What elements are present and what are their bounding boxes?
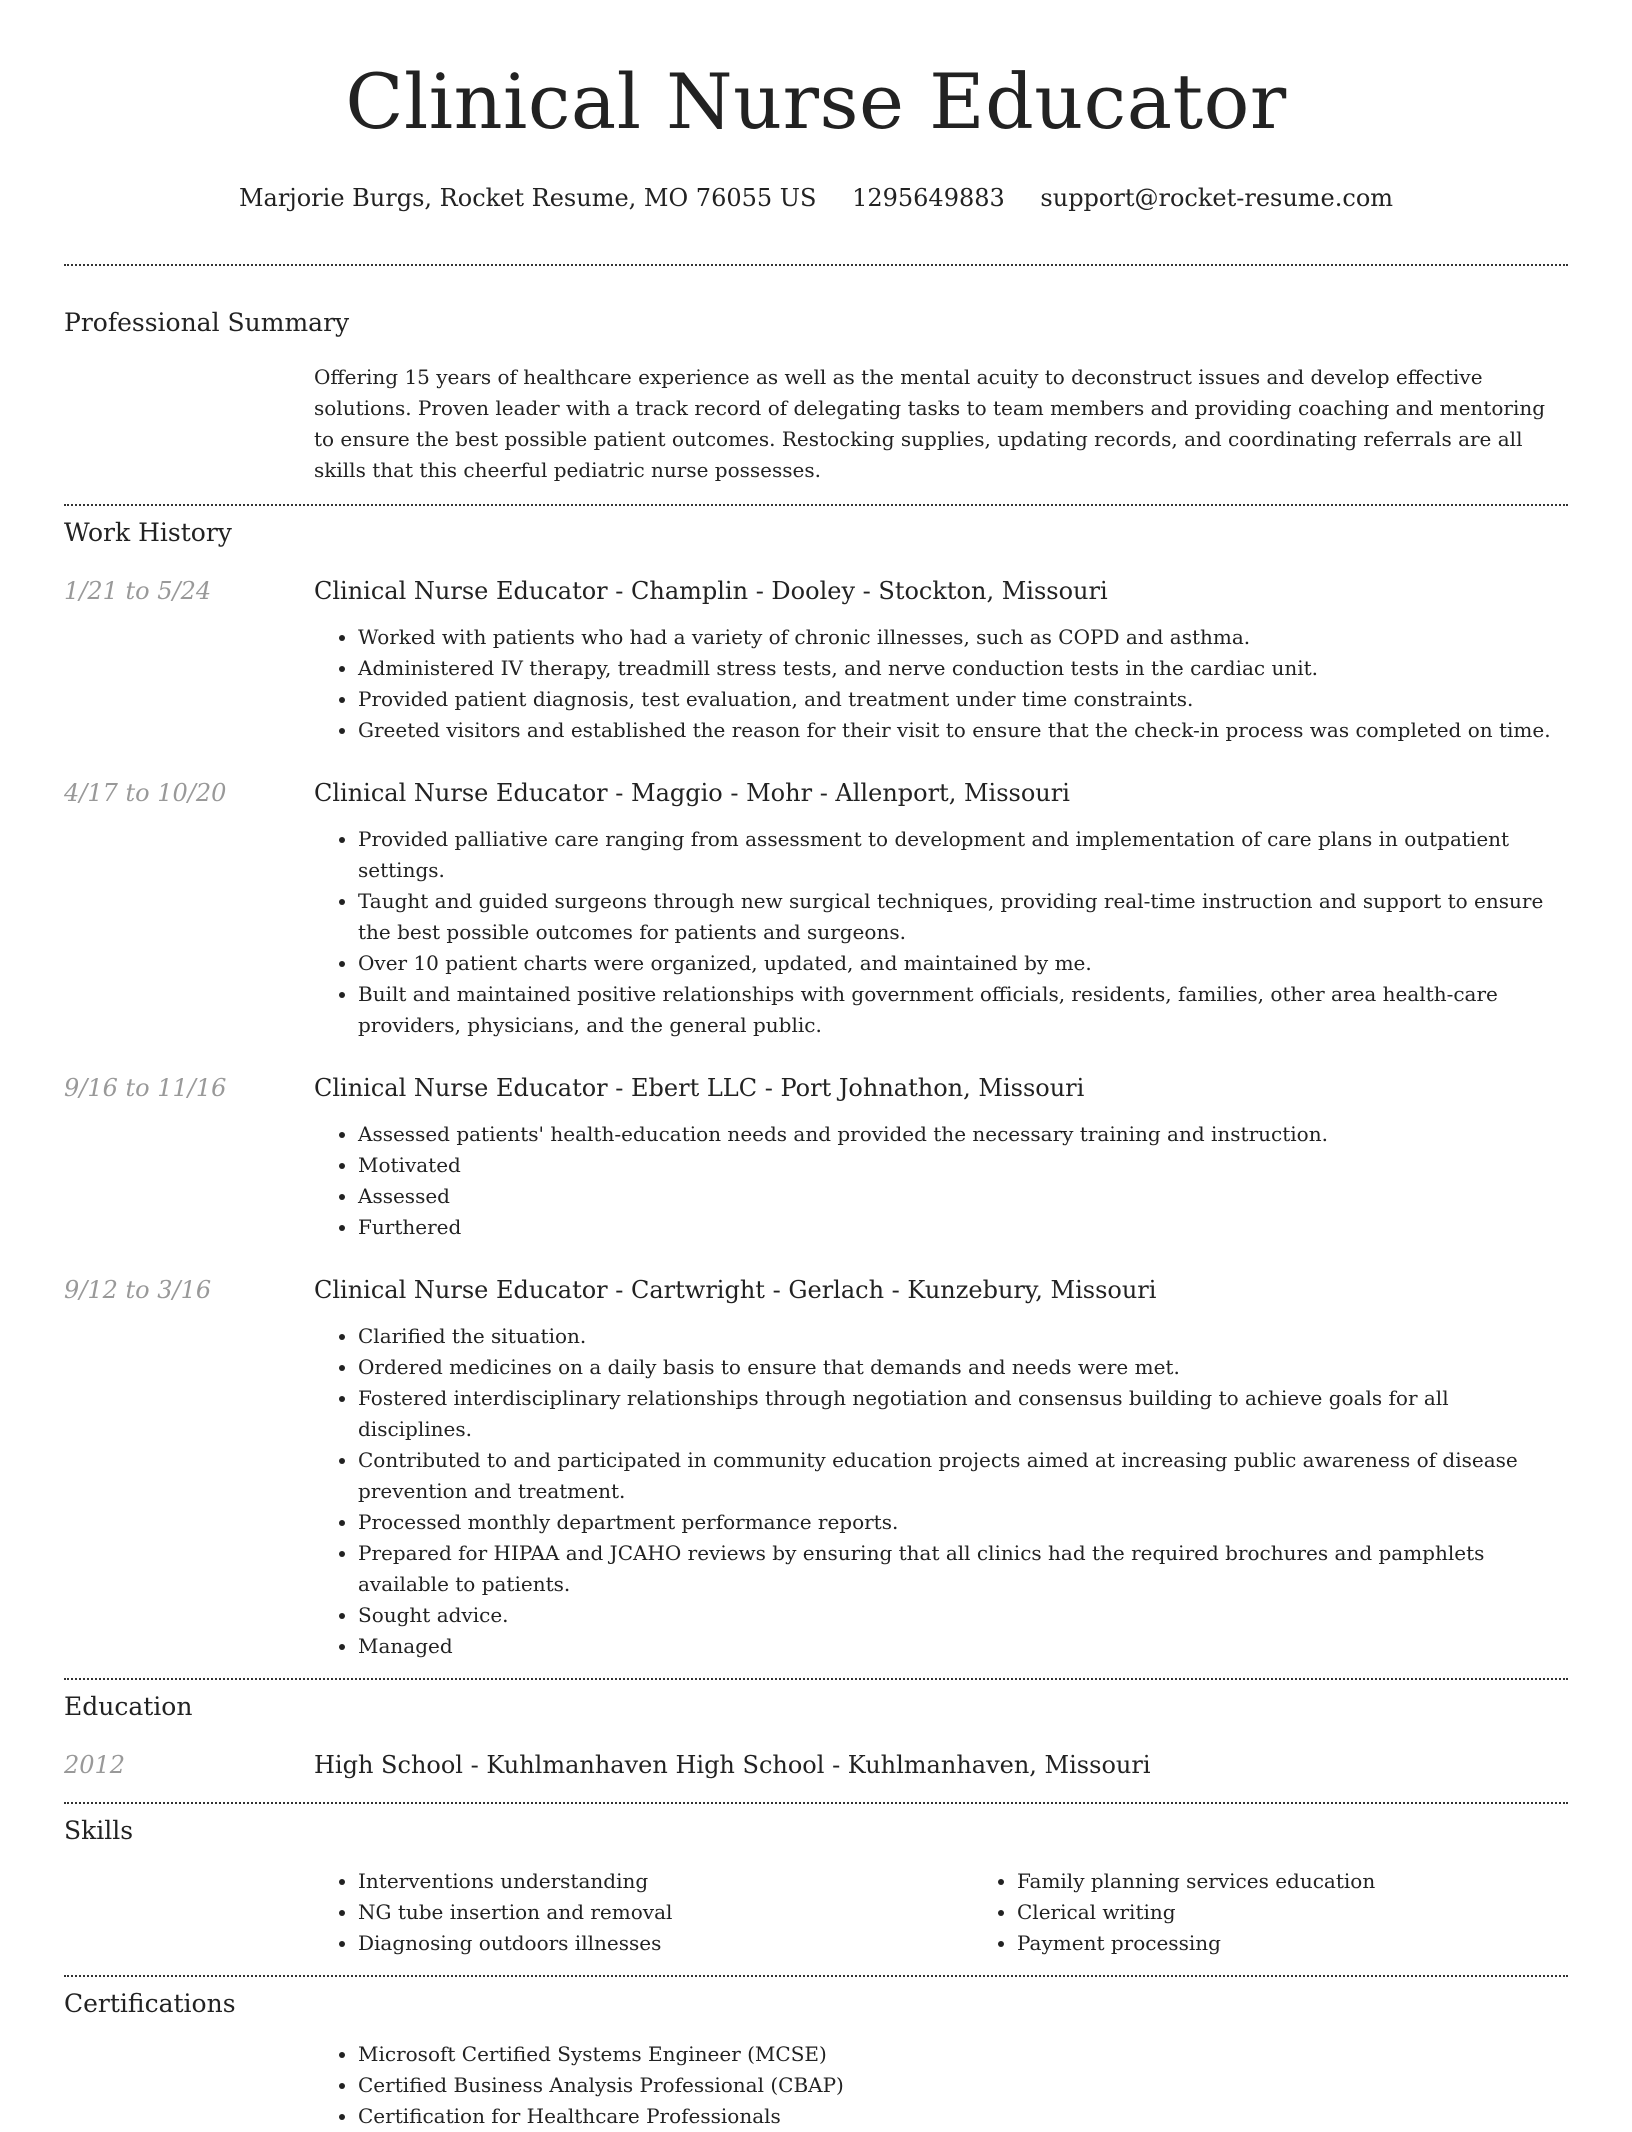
skills-list-left: [314, 1866, 973, 1959]
skills-heading: Skills: [64, 1816, 134, 1845]
job-bullet: • Built and maintained positive relationships with government officials, residents, families, other area health-care providers, physicians, and the general public.: [358, 979, 1568, 1041]
section-divider: [64, 1678, 1568, 1680]
job-dates: 4/17 to 10/20: [64, 779, 227, 807]
skill-item: • Family planning services education: [1017, 1866, 1632, 1897]
job-bullets: [314, 1119, 1568, 1243]
job-bullet: • Motivated: [358, 1150, 1568, 1181]
job-bullet: • Assessed: [358, 1181, 1568, 1212]
skills-list-right: [973, 1866, 1632, 1959]
contact-address: Marjorie Burgs, Rocket Resume, MO 76055 US: [238, 184, 817, 212]
certification-item: • Certified Business Analysis Professional (CBAP): [358, 2070, 1568, 2101]
skills-row: [64, 1866, 1568, 1959]
skill-item: • NG tube insertion and removal: [358, 1897, 973, 1928]
job-bullet: • Worked with patients who had a variety of chronic illnesses, such as COPD and asthma.: [358, 622, 1568, 653]
job-bullet: • Assessed patients' health-education needs and provided the necessary training and instruction.: [358, 1119, 1568, 1150]
job-dates: 9/12 to 3/16: [64, 1276, 212, 1304]
job-bullets: [314, 1321, 1568, 1662]
work-heading: Work History: [64, 518, 232, 547]
job-entry: [64, 1273, 1568, 1662]
job-entry: [64, 776, 1568, 1041]
summary-row: [64, 362, 1568, 486]
job-bullet: • Taught and guided surgeons through new surgical techniques, providing real-time instruction and support to ensure the best possible outcomes for patients and surgeons.: [358, 886, 1568, 948]
job-bullets: [314, 824, 1568, 1041]
job-bullet: • Managed: [358, 1631, 1568, 1662]
certifications-row: [64, 2039, 1568, 2132]
job-bullet: • Clarified the situation.: [358, 1321, 1568, 1352]
section-divider: [64, 1975, 1568, 1977]
certification-item: • Certification for Healthcare Professionals: [358, 2101, 1568, 2132]
certifications-list: [314, 2039, 1568, 2132]
job-bullet: • Fostered interdisciplinary relationships through negotiation and consensus building to achieve goals for all disciplines.: [358, 1383, 1568, 1445]
job-title: Clinical Nurse Educator - Champlin - Dooley - Stockton, Missouri: [314, 577, 1108, 605]
section-divider: [64, 504, 1568, 506]
skill-item: • Interventions understanding: [358, 1866, 973, 1897]
job-list: [64, 574, 1568, 1662]
job-entry: [64, 574, 1568, 746]
education-title: High School - Kuhlmanhaven High School - Kuhlmanhaven, Missouri: [314, 1751, 1151, 1779]
summary-text: Offering 15 years of healthcare experience as well as the mental acuity to deconstruct issues and develop effective solutions. Proven leader with a track record of delegating tasks to team members and providing coaching and mentoring to ensure the best possible patient outcomes. Restocking supplies, updating records, and coordinating referrals are all skills that this cheerful pediatric nurse possesses.: [314, 365, 1546, 482]
job-bullet: • Ordered medicines on a daily basis to ensure that demands and needs were met.: [358, 1352, 1568, 1383]
job-title: Clinical Nurse Educator - Maggio - Mohr - Allenport, Missouri: [314, 779, 1070, 807]
education-entry: [64, 1748, 1568, 1782]
skill-item: • Diagnosing outdoors illnesses: [358, 1928, 973, 1959]
job-bullet: • Provided palliative care ranging from assessment to development and implementation of care plans in outpatient settings.: [358, 824, 1568, 886]
education-heading: Education: [64, 1692, 193, 1721]
resume-page: [64, 0, 1568, 2132]
job-bullets: [314, 622, 1568, 746]
job-entry: [64, 1071, 1568, 1243]
job-title: Clinical Nurse Educator - Cartwright - Gerlach - Kunzebury, Missouri: [314, 1276, 1157, 1304]
certification-item: • Microsoft Certified Systems Engineer (MCSE): [358, 2039, 1568, 2070]
job-dates: 1/21 to 5/24: [64, 577, 212, 605]
job-bullet: • Administered IV therapy, treadmill stress tests, and nerve conduction tests in the cardiac unit.: [358, 653, 1568, 684]
job-bullet: • Provided patient diagnosis, test evaluation, and treatment under time constraints.: [358, 684, 1568, 715]
job-bullet: • Furthered: [358, 1212, 1568, 1243]
job-title: Clinical Nurse Educator - Ebert LLC - Port Johnathon, Missouri: [314, 1074, 1085, 1102]
certifications-heading: Certifications: [64, 1989, 236, 2018]
job-bullet: • Processed monthly department performance reports.: [358, 1507, 1568, 1538]
skill-item: • Clerical writing: [1017, 1897, 1632, 1928]
job-bullet: • Sought advice.: [358, 1600, 1568, 1631]
section-divider: [64, 1802, 1568, 1804]
job-bullet: • Over 10 patient charts were organized, updated, and maintained by me.: [358, 948, 1568, 979]
job-bullet: • Greeted visitors and established the reason for their visit to ensure that the check-in process was completed on time.: [358, 715, 1568, 746]
job-bullet: • Contributed to and participated in community education projects aimed at increasing public awareness of disease prevention and treatment.: [358, 1445, 1568, 1507]
contact-phone: 1295649883: [852, 184, 1005, 212]
skill-item: • Payment processing: [1017, 1928, 1632, 1959]
contact-email[interactable]: support@rocket-resume.com: [1040, 184, 1394, 212]
contact-line: [64, 180, 1568, 216]
section-divider: [64, 264, 1568, 266]
education-date: 2012: [64, 1751, 126, 1779]
summary-heading: Professional Summary: [64, 308, 350, 337]
page-title: Clinical Nurse Educator: [345, 57, 1287, 146]
job-bullet: • Prepared for HIPAA and JCAHO reviews by ensuring that all clinics had the required brochures and pamphlets available to patients.: [358, 1538, 1568, 1600]
job-dates: 9/16 to 11/16: [64, 1074, 227, 1102]
